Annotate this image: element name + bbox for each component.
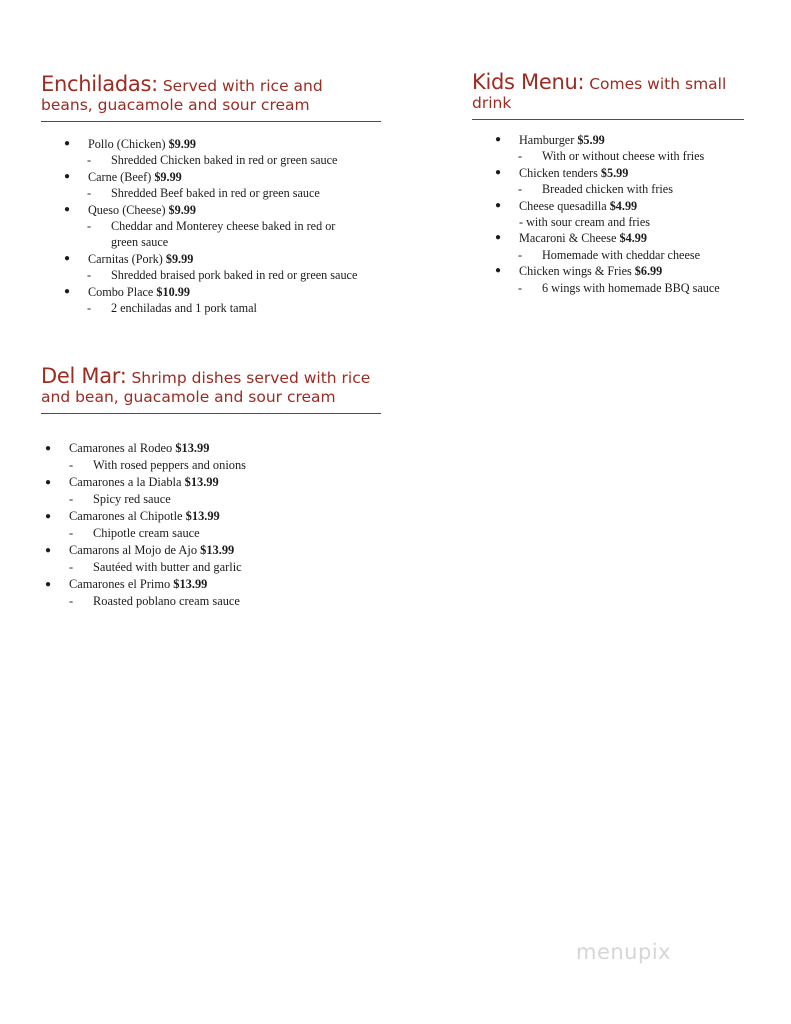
item-name: Pollo (Chicken) — [88, 137, 166, 151]
item-price: $4.99 — [619, 231, 647, 246]
bullet-icon: ● — [64, 170, 71, 182]
kids-menu-divider — [472, 119, 744, 120]
item-price: $5.99 — [600, 165, 629, 180]
item-name: Queso (Cheese) — [88, 202, 166, 217]
kids-menu-section — [472, 70, 744, 296]
menu-item — [45, 576, 381, 610]
menu-item — [495, 165, 744, 198]
item-description: - Sautéed with butter and garlic — [69, 560, 242, 574]
item-name: Camarones al Chipotle — [69, 509, 183, 523]
menu-item — [495, 198, 744, 231]
menu-item — [495, 132, 744, 165]
del-mar-list — [41, 440, 381, 610]
item-price: $5.99 — [577, 133, 605, 147]
menu-item — [45, 508, 381, 542]
menu-item — [45, 542, 381, 576]
enchiladas-subtitle-line2: beans, guacamole and sour cream — [41, 96, 310, 114]
item-name: Carnitas (Pork) — [88, 251, 163, 266]
del-mar-section — [41, 364, 381, 610]
item-description-cont: green sauce — [111, 235, 169, 250]
item-description: - Shredded braised pork baked in red or green sauce — [87, 268, 358, 283]
bullet-icon: ● — [45, 545, 52, 556]
bullet-icon: ● — [45, 477, 52, 488]
item-description: - with sour cream and fries — [519, 215, 650, 230]
bullet-icon: ● — [495, 232, 502, 244]
del-mar-divider — [41, 413, 381, 414]
item-price: $10.99 — [156, 284, 190, 299]
kids-menu-subtitle-line2: drink — [472, 94, 512, 112]
enchiladas-divider — [41, 121, 381, 122]
item-description: - Shredded Beef baked in red or green sauce — [87, 186, 320, 201]
item-price: $13.99 — [175, 441, 210, 455]
item-price: $13.99 — [184, 475, 219, 489]
bullet-icon: ● — [495, 199, 502, 211]
item-name: Cheese quesadilla — [519, 198, 607, 213]
item-description: - Shredded Chicken baked in red or green sauce — [87, 153, 338, 168]
bullet-icon: ● — [495, 166, 502, 178]
menupix-watermark: menupix — [576, 940, 672, 964]
bullet-icon: ● — [64, 138, 71, 149]
item-price: $13.99 — [173, 577, 208, 591]
item-price: $9.99 — [168, 137, 196, 151]
bullet-icon: ● — [45, 511, 52, 522]
menu-item — [64, 202, 381, 251]
item-price: $4.99 — [609, 198, 638, 213]
menu-item — [45, 474, 381, 508]
menu-item — [64, 284, 381, 317]
item-price: $9.99 — [168, 202, 196, 217]
item-name: Camarones el Primo — [69, 577, 171, 591]
item-name: Camarones al Rodeo — [69, 441, 173, 455]
bullet-icon: ● — [495, 265, 502, 277]
item-price: $13.99 — [185, 509, 220, 523]
enchiladas-list — [41, 136, 381, 316]
kids-menu-title: Kids Menu: — [472, 70, 585, 94]
item-description: - Homemade with cheddar cheese — [518, 247, 701, 262]
bullet-icon: ● — [45, 443, 52, 454]
item-name: Chicken tenders — [519, 165, 598, 180]
kids-menu-list — [472, 132, 744, 296]
bullet-icon: ● — [64, 285, 71, 297]
item-price: $6.99 — [634, 264, 663, 279]
kids-menu-subtitle-line1: Comes with small — [589, 75, 727, 93]
item-price: $9.99 — [154, 169, 182, 184]
item-description: - Cheddar and Monterey cheese baked in red or — [87, 219, 336, 234]
menu-item — [495, 263, 744, 296]
menu-item — [64, 169, 381, 202]
item-name: Camarons al Mojo de Ajo — [69, 543, 198, 557]
item-name: Camarones a la Diabla — [69, 475, 182, 489]
item-description: - Roasted poblano cream sauce — [69, 594, 240, 608]
del-mar-subtitle-line1: Shrimp dishes served with rice — [131, 369, 371, 387]
item-description: - 6 wings with homemade BBQ sauce — [518, 280, 720, 295]
item-name: Carne (Beef) — [88, 169, 152, 184]
item-price: $9.99 — [165, 251, 194, 266]
menu-item — [64, 251, 381, 284]
enchiladas-title: Enchiladas: — [41, 72, 158, 96]
del-mar-subtitle-line2: and bean, guacamole and sour cream — [41, 388, 336, 406]
enchiladas-heading — [41, 72, 381, 115]
enchiladas-subtitle-line1: Served with rice and — [162, 77, 323, 95]
item-description: - Chipotle cream sauce — [69, 526, 200, 540]
menu-item — [45, 440, 381, 474]
menu-item — [495, 230, 744, 263]
enchiladas-section — [41, 72, 381, 316]
menu-item — [64, 136, 381, 169]
item-name: Macaroni & Cheese — [519, 231, 617, 246]
item-description: - With or without cheese with fries — [518, 149, 705, 164]
bullet-icon: ● — [45, 579, 52, 590]
item-description: - With rosed peppers and onions — [69, 458, 246, 472]
kids-menu-heading — [472, 70, 744, 113]
item-name: Combo Place — [88, 284, 154, 299]
del-mar-title: Del Mar: — [41, 364, 127, 388]
del-mar-heading — [41, 364, 381, 407]
item-description: - 2 enchiladas and 1 pork tamal — [87, 301, 257, 316]
item-name: Chicken wings & Fries — [519, 264, 632, 279]
item-price: $13.99 — [200, 543, 235, 557]
bullet-icon: ● — [64, 252, 71, 264]
item-name: Hamburger — [519, 133, 575, 147]
item-description: - Spicy red sauce — [69, 492, 171, 506]
item-description: - Breaded chicken with fries — [518, 182, 673, 197]
bullet-icon: ● — [64, 203, 71, 215]
bullet-icon: ● — [495, 134, 502, 145]
